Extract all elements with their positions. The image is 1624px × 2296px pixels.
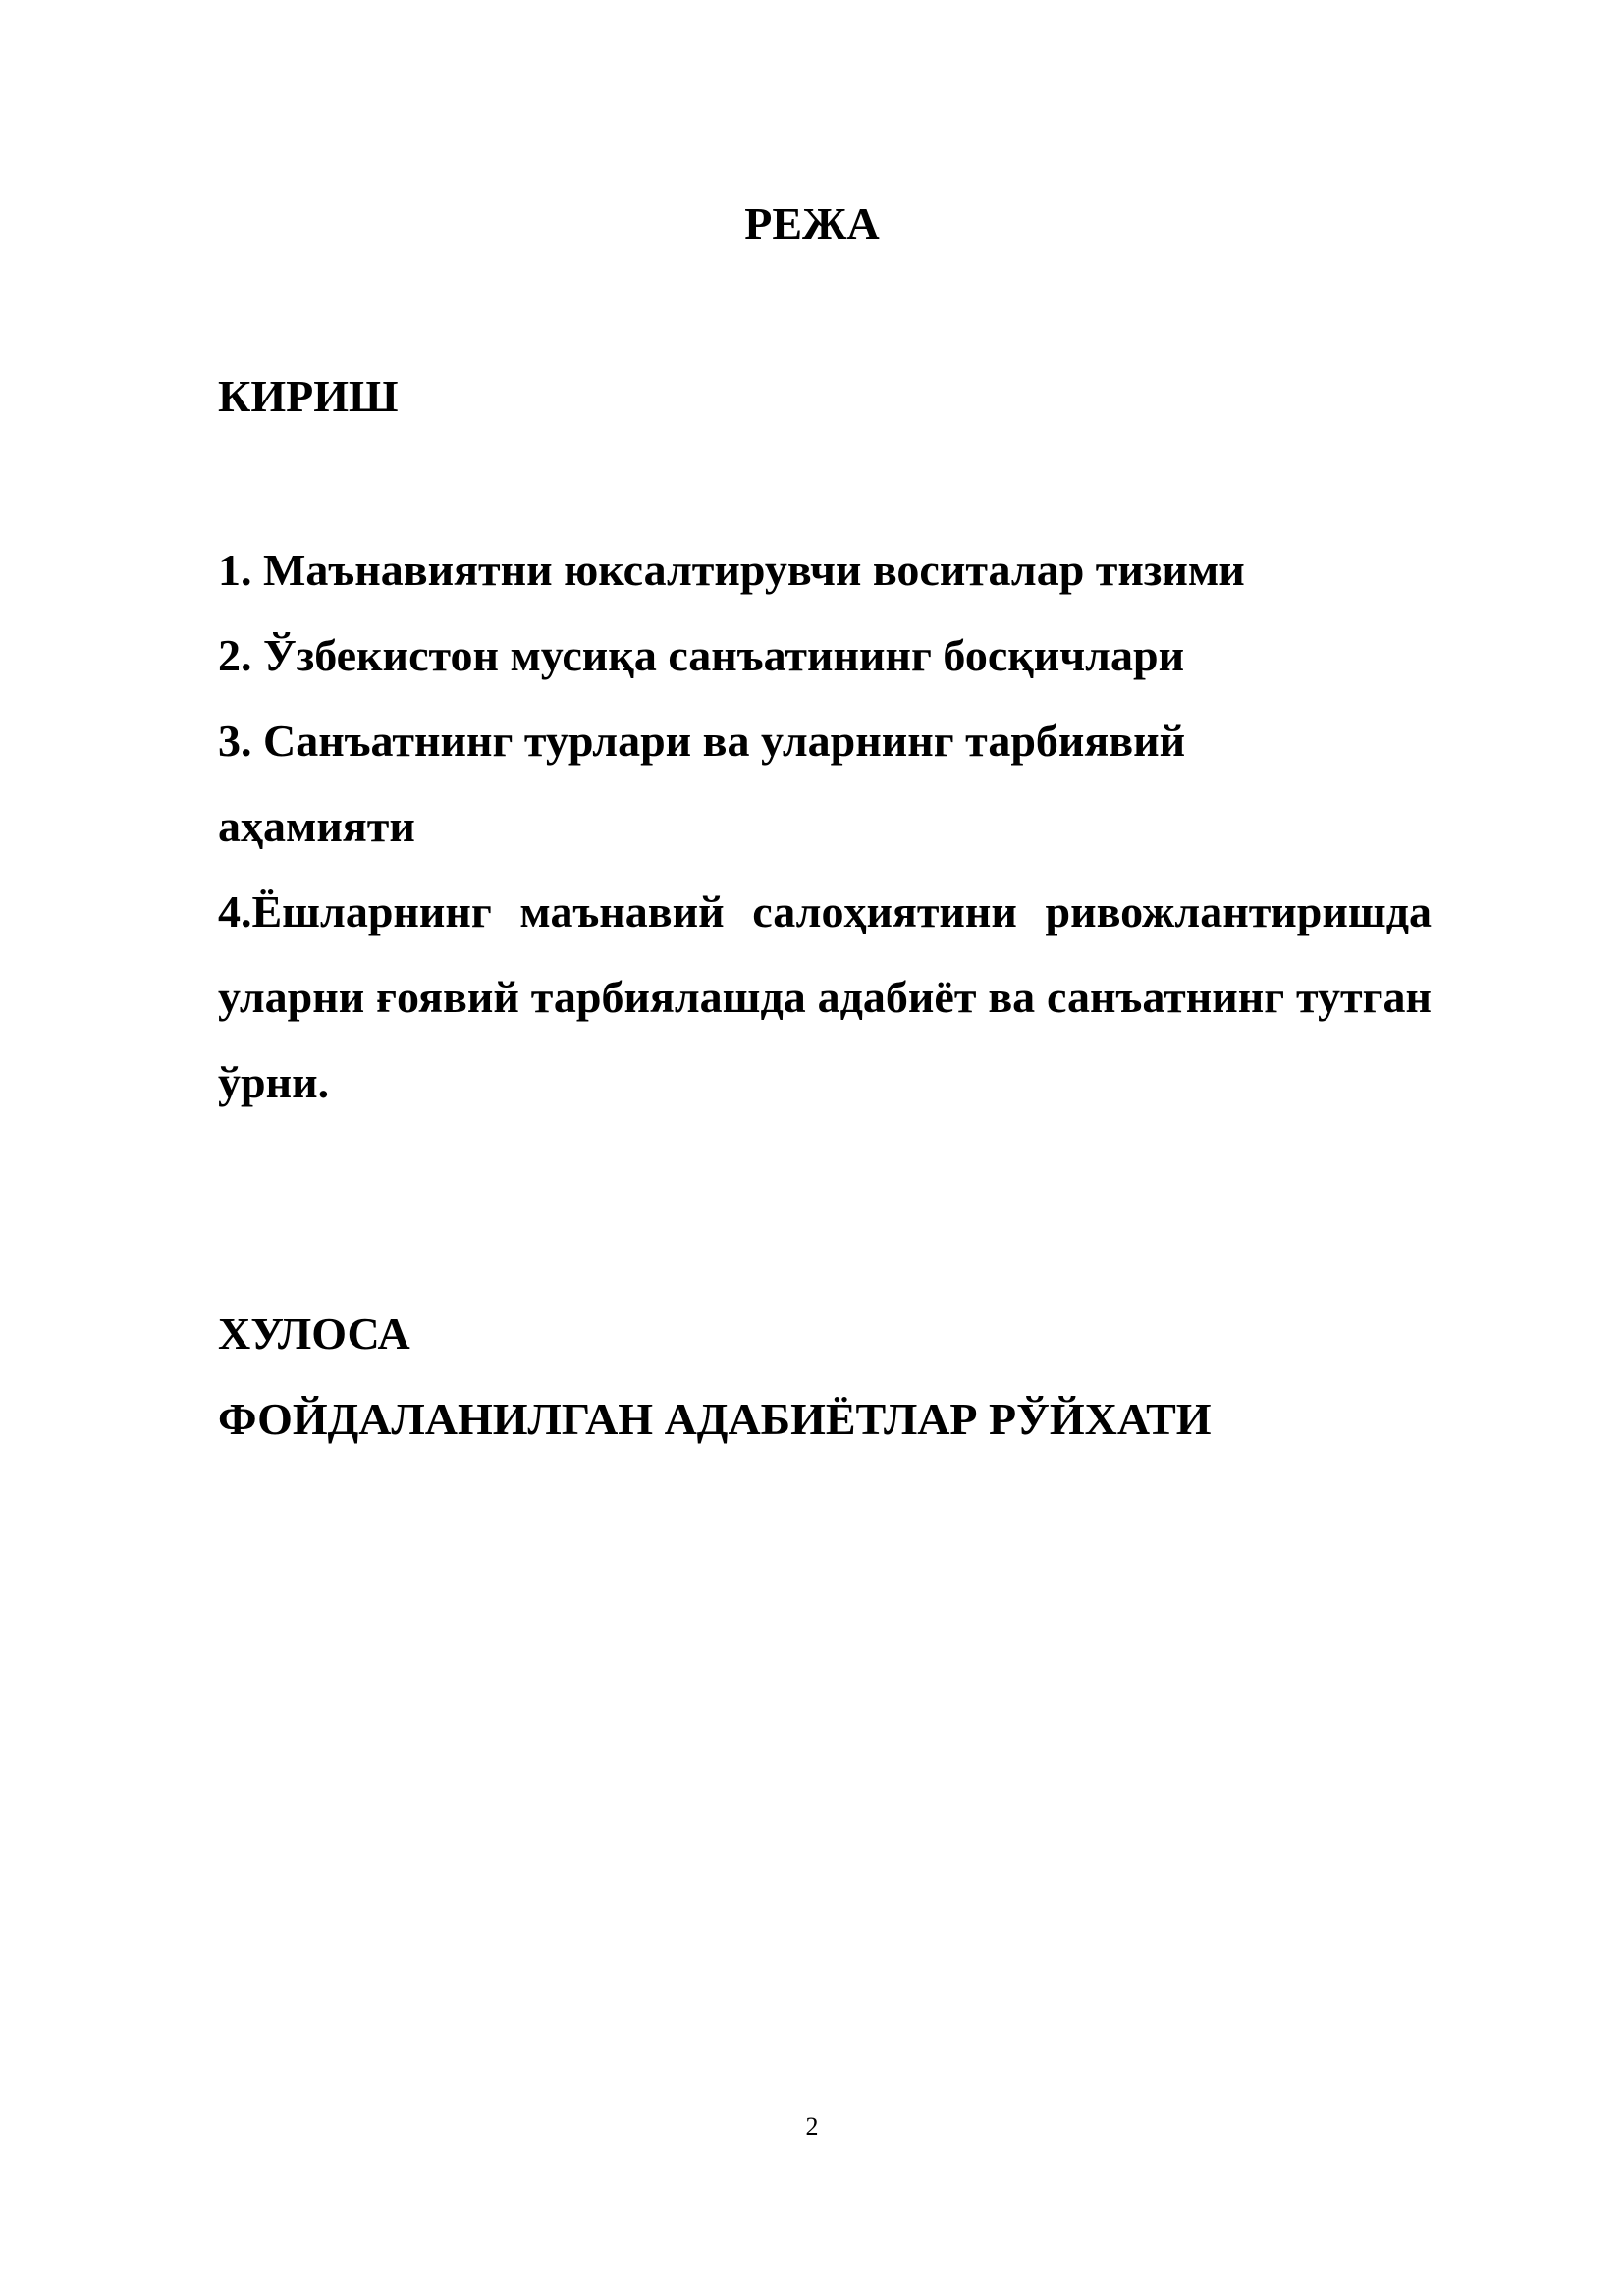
conclusion-heading: ХУЛОСА	[218, 1308, 410, 1359]
page-number: 2	[805, 2112, 819, 2141]
plan-item-2: 2. Ўзбекистон мусиқа санъатининг босқичлари	[218, 630, 1185, 680]
plan-item-4: 4.Ёшларнинг маънавий салоҳиятини ривожлантиришда уларни ғоявий тарбиялашда адабиёт ва санъатнинг тутган ўрни.	[218, 886, 1432, 1107]
plan-item-3: 3. Санъатнинг турлари ва уларнинг тарбиявий аҳамияти	[218, 716, 1186, 851]
references-heading: ФОЙДАЛАНИЛГАН АДАБИЁТЛАР РЎЙХАТИ	[218, 1394, 1212, 1444]
plan-title: РЕЖА	[744, 198, 880, 248]
plan-item-1: 1. Маънавиятни юксалтирувчи воситалар тизими	[218, 545, 1245, 595]
intro-heading: КИРИШ	[218, 371, 399, 421]
